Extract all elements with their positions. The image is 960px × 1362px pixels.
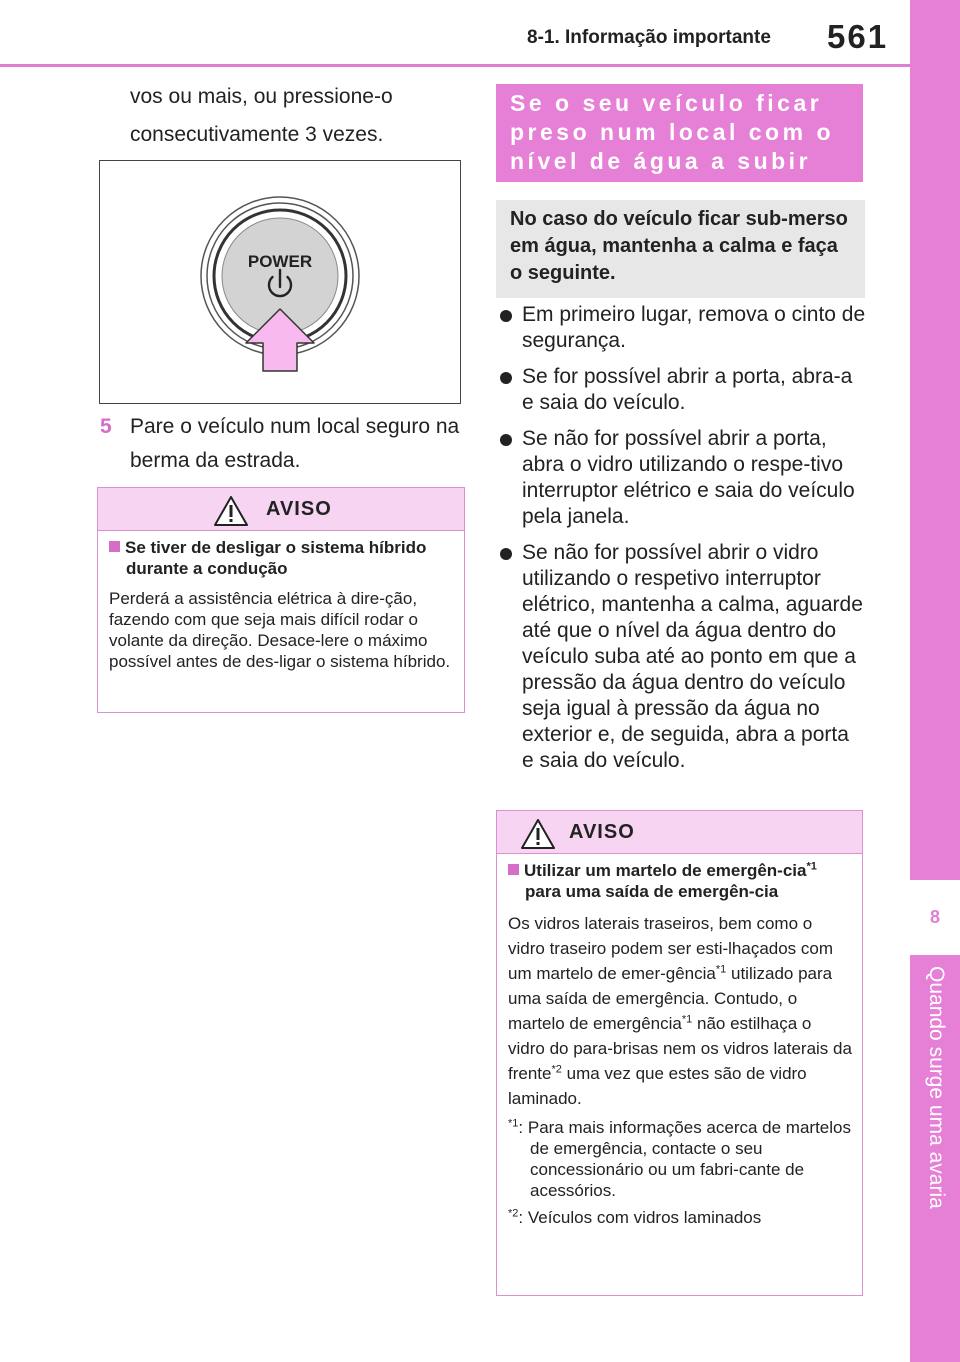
warning-text: Perderá a assistência elétrica à dire-ção, fazendo com que seja mais difícil rodar o volante da direção. Desace-lere o máximo possível antes de des-ligar o sistema híbrido. (109, 589, 451, 671)
page-number: 561 (827, 18, 889, 55)
warning-triangle-icon (214, 496, 248, 526)
warning-subheading-text: Se tiver de desligar o sistema híbrido durante a condução (125, 538, 427, 578)
header-divider (0, 64, 910, 67)
list-item (496, 540, 866, 774)
list-item-text: Em primeiro lugar, remova o cinto de segurança. (522, 303, 866, 352)
warning-header (497, 811, 862, 854)
step-5 (100, 410, 465, 478)
power-button-figure (99, 160, 461, 404)
power-button-label: POWER (247, 252, 313, 271)
power-button-illustration (100, 161, 460, 403)
intro-text: vos ou mais, ou pressione-o consecutivamente 3 vezes. (130, 85, 393, 146)
bullet-dot-icon (500, 310, 512, 322)
header-section-title: 8-1. Informação importante (527, 27, 771, 48)
warning-triangle-icon (521, 819, 555, 849)
square-bullet-icon (508, 864, 519, 875)
footnote-mark: *2 (508, 1207, 519, 1220)
list-item (496, 302, 866, 354)
bullet-dot-icon (500, 548, 512, 560)
footnote-ref: *1 (806, 860, 817, 873)
footnote-2 (508, 1207, 852, 1228)
step-text: Pare o veículo num local seguro na berma da estrada. (130, 415, 460, 472)
bullet-dot-icon (500, 372, 512, 384)
subheading-part: Utilizar um martelo de emergên-cia (524, 861, 807, 880)
footnote-1 (508, 1117, 852, 1201)
warning-label: AVISO (266, 498, 332, 520)
list-item (496, 426, 866, 530)
footnote-text: : Veículos com vidros laminados (518, 1208, 762, 1227)
footnote-ref: *2 (551, 1063, 562, 1076)
section-title: Se o seu veículo ficar preso num local com o nível de água a subir (496, 84, 863, 182)
warning-text-part: não estilhaça o vidro do para-brisas nem os vidros laterais da frente (508, 1014, 852, 1083)
footnote-ref: *1 (715, 963, 727, 976)
footnote-mark: *1 (508, 1117, 519, 1130)
list-item-text: Se não for possível abrir a porta, abra o vidro utilizando o respe-tivo interruptor elétrico e saia do veículo pela janela. (522, 427, 855, 528)
chapter-title: Quando surge uma avaria (925, 966, 948, 1209)
subheading-part: para uma saída de emergên-cia (525, 882, 779, 901)
chapter-number: 8 (929, 907, 940, 927)
warning-label: AVISO (569, 821, 635, 843)
square-bullet-icon (109, 541, 120, 552)
instruction-list (496, 302, 866, 784)
warning-subheading (508, 860, 852, 902)
list-item-text: Se for possível abrir a porta, abra-a e saia do veículo. (522, 365, 853, 414)
warning-text (508, 911, 852, 1111)
chapter-side-tab (910, 0, 960, 1362)
list-item (496, 364, 866, 416)
section-lead: No caso do veículo ficar sub-merso em água, mantenha a calma e faça o seguinte. (496, 200, 865, 298)
footnote-text: : Para mais informações acerca de martelos de emergência, contacte o seu concessionário ou um fabri-cante de acessórios. (518, 1118, 851, 1200)
warning-box-hybrid (97, 487, 465, 713)
step-number: 5 (100, 415, 112, 438)
warning-body (497, 854, 862, 1236)
warning-subheading (109, 537, 454, 579)
footnote-ref: *1 (681, 1013, 693, 1026)
warning-box-hammer (496, 810, 863, 1296)
warning-text-part: Os vidros laterais traseiros, bem como o vidro traseiro podem ser esti-lhaçados com um martelo de emer-gência (508, 914, 834, 983)
bullet-dot-icon (500, 434, 512, 446)
warning-header (98, 488, 464, 531)
list-item-text: Se não for possível abrir o vidro utilizando o respetivo interruptor elétrico, mantenha a calma, aguarde até que o nível da água dentro do veículo suba até ao ponto em que a pressão da água dentro do veículo seja igual à pressão da água no exterior e, de seguida, abra a porta e saia do veículo. (522, 541, 863, 772)
warning-text-part: utilizado para uma saída de emergência. Contudo, o martelo de emergência (508, 964, 833, 1033)
warning-body (98, 531, 464, 686)
warning-text-part: uma vez que estes são de vidro laminado. (508, 1064, 807, 1108)
